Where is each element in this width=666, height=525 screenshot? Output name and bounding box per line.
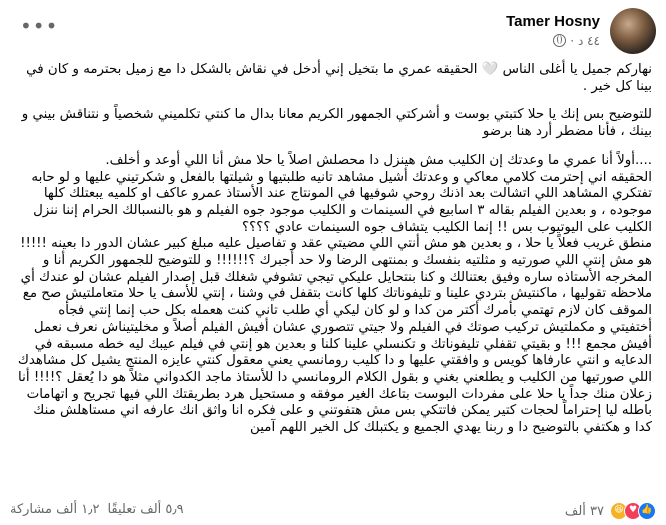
separator: · — [570, 34, 575, 48]
like-reaction-icon: 👍 — [638, 502, 656, 520]
author-info — [506, 13, 600, 48]
reactions-summary[interactable] — [565, 502, 656, 520]
reactions-count[interactable]: ٣٧ ألف — [564, 503, 604, 519]
comments-count[interactable]: ٥٫٩ ألف تعليقًا — [107, 502, 184, 517]
author-name[interactable]: Tamer Hosny — [506, 13, 600, 30]
post-paragraph-2: للتوضيح بس إنك يا حلا كتبتي بوست و أشركتي الجمهور الكريم معانا بدال ما كنتي تكلميني شخصياً و نتناقش بيني و بينك ، فأنا مضطر أرد هنا برضو — [21, 107, 652, 140]
post-meta — [506, 34, 600, 48]
post-paragraph-3: ....أولاً أنا عمري ما وعدتك إن الكليب مش هينزل دا محصلش اصلاً يا حلا مش أنا اللي أوعد و أخلف. الحقيقه اني إحترمت كلامي معاكي و وعدتك أشيل مشاهد تانيه طلبتيها و شيلتها بالفعل و شكرتيني عليها و لو حابه تفتكري المشاهد اللي اتشالت بعد اذنك روحي شوفيها في المونتاج عند الأستاذ عمرو عاكف او كلميه يبعتلك كلها موجوده ، و بعدين الفيلم بقاله ٣ اسابيع في السينمات و الكليب موجود جوه الفيلم و هو بالنسبالك الحرام إننا ننزل الكليب على اليوتيوب بس !! إنما الكليب يتشاف جوه السينمات عادي ؟؟؟؟ منطق غريب فعلاً يا حلا ، و بعدين هو مش أنتي اللي مضيتي عقد و تفاصيل عليه مبلغ كبير عشان الدور دا بعينه !!!!! هو مش إنتي اللي صورتيه و مثلتيه بنفسك و بمنتهى الرضا ولا حد أجبرك ؟!!!!!! و للتوضيح للجمهور الكريم أنا و المخرجه الأستاذه ساره وفيق بعتنالك و كنا بنتحايل عليكي تيجي تشوفي شغلك قبل إصدار الفيلم عشان لو عندك أي ملاحظه تقوليها ، ماكنتيش بتردي علينا و تليفوناتك كلها كانت بتقفل في وشنا ، إنتي للأسف يا حلا متعاملتيش صح مع الموقف كان لازم تهتمي بأمرك أكتر من كدا و لو كان ليكي أي طلب تاني كنت هعمله بكل حب إنما إنتي فجأه أختفيتي و مكملتيش تركيب صوتك في الفيلم ولا جيتي تتصوري عشان أفيش الفيلم أصلاً و مخليتيناش نعرف نعمل أفيش مجمع !!! و بقيتي تقفلي تليفوناتك و تكنسلي علينا كلنا و بعدين هو إنتي في فيلم عيبك ليه خطه مسبقه في الدعايه و انتي عارفاها كويس و وافقتي عليها و دا كليب رومانسي يعني معقول كنتي عايزه المنتج يشيل كل مشاهدك اللي صورتيها من الكليب و يطلعني بغني و بقول الكلام الرومانسي دا للأستاذ ماجد الكدواني مثلاً هو دا يُعقل ؟!!!! أنا زعلان منك جداً يا حلا على مفردات البوست بتاعك الغير موفقه و مستحيل هرد بطريقتك اللي فيها تجريح و اتهامات باطله ليا إحتراماً لحجات كتير يمكن فاتتكي بس مش هتفوتني و على فكره انا واثق انك عارفه اني مستاهلش منك كدا و هكتفي بالتوضيح دا و ربنا يهدي الجميع و يكتبلك كل الخير اللهم آمين — [17, 152, 652, 436]
post-paragraph-1: نهاركم جميل يا أغلى الناس 🤍 الحقيقه عمري ما بتخيل إني أدخل في نقاش بالشكل دا مع زميل بحترمه و كان في بينا كل خير . — [26, 62, 652, 94]
post-footer — [10, 500, 656, 522]
post-header — [0, 0, 666, 66]
love-reaction-icon: ♥ — [624, 502, 642, 520]
more-options-icon[interactable]: ••• — [20, 14, 59, 38]
avatar[interactable] — [610, 8, 656, 54]
globe-icon — [553, 34, 566, 47]
post-time[interactable]: ٤٤ د — [577, 34, 600, 48]
shares-count[interactable]: ١٫٢ ألف مشاركة — [10, 502, 100, 517]
engagement-stats — [10, 502, 184, 517]
post-body — [14, 62, 652, 437]
haha-reaction-icon: 😆 — [610, 502, 628, 520]
